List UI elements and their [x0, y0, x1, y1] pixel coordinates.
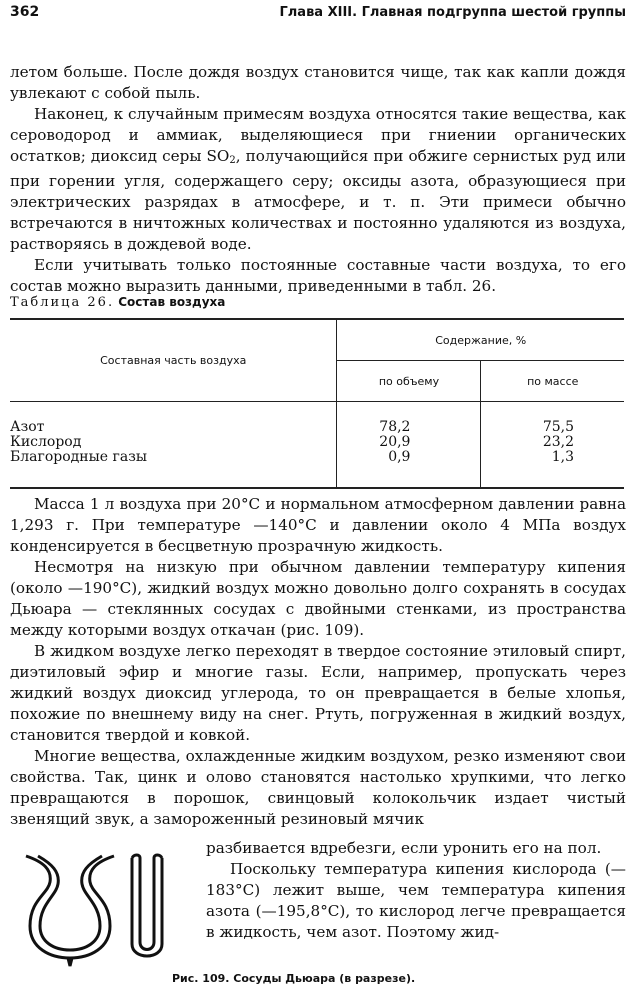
- dewar-vessels-illustration: [14, 848, 194, 968]
- chapter-title: Глава XIII. Главная подгруппа шестой группы: [279, 5, 626, 20]
- paragraph-7-end: разбивается вдребезги, если уронить его на пол.: [206, 839, 602, 857]
- table-cell-volume: 0,9: [337, 450, 481, 488]
- table-cell-mass: 75,5: [481, 402, 624, 436]
- page-number: 362: [10, 4, 40, 20]
- dewar-figure: [14, 848, 194, 968]
- table-title: Состав воздуха: [118, 295, 226, 309]
- table-caption: [10, 295, 225, 310]
- table-cell-mass: 23,2: [481, 435, 624, 450]
- composition-table: [10, 318, 624, 489]
- paragraph-4: Масса 1 л воздуха при 20°C и нормальном атмосферном давлении равна 1,293 г. При температуре —140°C и давлении около 4 МПа воздух конденсируется в бесцветную прозрачную жидкость.: [10, 495, 626, 555]
- paragraph-2: Наконец, к случайным примесям воздуха относятся такие вещества, как сероводород и аммиак, выделяющиеся при гниении органических остатков; диоксид серы $SO_2$, получающийся при обжиге сернистых руд или при горении угля, содержащего серу; оксиды азота, образующиеся при электрических разрядах в атмосфере, и т. п. Эти примеси обычно встречаются в ничтожных количествах и постоянно удаляются из воздуха, растворяясь в дождевой воде.: [10, 105, 626, 253]
- paragraph-7: Многие вещества, охлажденные жидким воздухом, резко изменяют свои свойства. Так, цинк и олово становятся настолько хрупкими, что легко превращаются в порошок, свинцовый колокольчик издает чистый звенящий звук, а замороженный резиновый мячик: [10, 747, 626, 828]
- table-row-name: Кислород: [10, 434, 82, 450]
- text-middle: [10, 494, 626, 830]
- page-header: [10, 4, 626, 31]
- paragraph-1: летом больше. После дождя воздух становится чище, так как капли дождя увлекают с собой пыль.: [10, 63, 626, 102]
- table-label: Таблица 26.: [10, 295, 115, 310]
- text-top: [10, 62, 626, 297]
- paragraph-3: Если учитывать только постоянные составные части воздуха, то его состав можно выразить данными, приведенными в табл. 26.: [10, 256, 626, 295]
- col-content-header: Содержание, %: [337, 319, 624, 361]
- text-side: [206, 838, 626, 943]
- paragraph-8: Поскольку температура кипения кислорода (—183°C) лежит выше, чем температура кипения азота (—195,8°C), то кислород легче превращается в жидкость, чем азот. Поэтому жид-: [206, 860, 626, 941]
- col-component-header: Составная часть воздуха: [10, 319, 337, 402]
- paragraph-5: Несмотря на низкую при обычном давлении температуру кипения (около —190°C), жидкий воздух можно довольно долго сохранять в сосудах Дьюара — стеклянных сосудах с двойными стенками, из пространства между которыми воздух откачан (рис. 109).: [10, 558, 626, 639]
- figure-caption: Рис. 109. Сосуды Дьюара (в разрезе).: [172, 972, 416, 985]
- paragraph-6: В жидком воздухе легко переходят в твердое состояние этиловый спирт, диэтиловый эфир и многие газы. Если, например, пропускать через жидкий воздух диоксид углерода, то он превращается в белые хлопья, похожие по внешнему виду на снег. Ртуть, погруженная в жидкий воздух, становится твердой и ковкой.: [10, 642, 626, 744]
- table-cell-volume: 78,2: [337, 402, 481, 436]
- col-mass-header: по массе: [481, 361, 624, 402]
- table-row-name: Благородные газы: [10, 450, 337, 488]
- table-cell-volume: 20,9: [337, 435, 481, 450]
- table-row-name: Азот: [10, 402, 337, 436]
- col-volume-header: по объему: [337, 361, 481, 402]
- table-cell-mass: 1,3: [481, 450, 624, 488]
